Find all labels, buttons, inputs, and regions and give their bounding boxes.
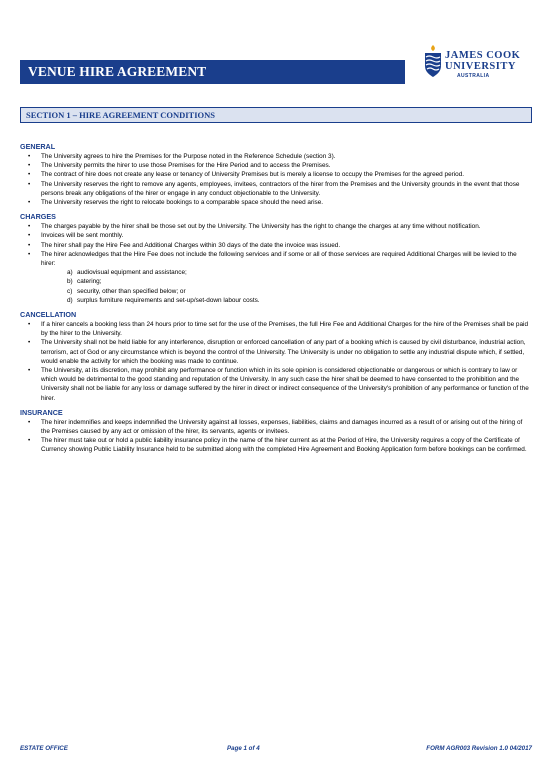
bullet-icon: •	[28, 223, 31, 231]
clause-item	[20, 250, 532, 268]
sub-clause-list	[67, 268, 532, 305]
bullet-icon: •	[28, 199, 31, 207]
logo-text-line2: UNIVERSITY	[445, 61, 516, 72]
section-title: SECTION 1 – HIRE AGREEMENT CONDITIONS	[26, 110, 216, 120]
section-header	[20, 107, 532, 123]
clause-item	[20, 161, 532, 170]
clause-text: If a hirer cancels a booking less than 24 hours prior to time set for the use of the Premises, the full Hire Fee and Additional Charges for the hire of the Premises shall be paid by the hirer to the University.	[41, 321, 529, 338]
sub-clause-item	[67, 296, 532, 305]
clause-item	[20, 366, 532, 403]
clause-text: The University shall not be held liable for any interference, disruption or enforced cancellation of any part of a booking which is caused by civil disturbance, industrial action, terrorism, act of God or any circumstance which is beyond the control of the University. The University is under no obligation to settle any industrial dispute which, if settled, would enable the activity for which the booking was made to continue.	[41, 339, 526, 365]
jcu-shield-icon	[423, 44, 443, 78]
clause-item	[20, 320, 532, 338]
sub-clause-text: security, other than specified below; or	[77, 287, 186, 295]
clause-item	[20, 231, 532, 240]
clause-list	[20, 418, 532, 455]
section-heading: CHARGES	[20, 212, 56, 222]
bullet-icon: •	[28, 418, 31, 426]
bullet-icon: •	[28, 180, 31, 188]
bullet-icon: •	[28, 437, 31, 445]
footer-form-reference: FORM AGR003 Revision 1.0 04/2017	[426, 745, 532, 752]
bullet-icon: •	[28, 232, 31, 240]
section-heading: GENERAL	[20, 142, 56, 151]
clause-list	[20, 320, 532, 403]
sub-clause-letter: a)	[67, 269, 73, 277]
clause-item	[20, 241, 532, 250]
clause-text: The University agrees to hire the Premises for the Purpose noted in the Reference Schedule (section 3).	[41, 153, 336, 160]
section-heading: INSURANCE	[20, 407, 63, 417]
document-body	[20, 142, 532, 460]
clause-item	[20, 152, 532, 161]
document-title-bar	[20, 60, 405, 84]
clause-text: The hirer shall pay the Hire Fee and Additional Charges within 30 days of the date the invoice was issued.	[41, 241, 341, 249]
clause-text: The charges payable by the hirer shall be those set out by the University. The University has the right to change the charges at any time without notification.	[41, 223, 481, 231]
clause-list	[20, 222, 532, 305]
clause-text: The University, at its discretion, may prohibit any performance or function which in its sole opinion is considered objectionable or dangerous or which is contrary to law or which would be detrimental to the good standing and reputation of the University. In any such case the hirer shall be deemed to have consented to the prohibition and the University shall not be liable for any loss or damage suffered by the hirer in direct or indirect consequence of the University's prohibition of any performance or function of the hirer.	[41, 367, 529, 402]
bullet-icon: •	[28, 321, 31, 329]
footer-page-number: Page 1 of 4	[227, 745, 260, 752]
sub-clause-text: audiovisual equipment and assistance;	[77, 269, 187, 277]
clause-item	[20, 338, 532, 366]
bullet-icon: •	[28, 241, 31, 249]
clause-item	[20, 436, 532, 454]
clause-item	[20, 170, 532, 179]
footer-office: ESTATE OFFICE	[20, 745, 68, 752]
document-title: VENUE HIRE AGREEMENT	[28, 64, 207, 79]
clause-text: The hirer must take out or hold a public liability insurance policy in the name of the hirer current as at the Period of Hire, the University requires a copy of the Certificate of Currency showing Public Liability Insurance held to be submitted along with the completed Hire Agreement and Booking Application form before bookings can be confirmed.	[41, 437, 527, 454]
clause-text: The University permits the hirer to use those Premises for the Hire Period and to access the Premises.	[41, 162, 331, 170]
sub-clause-item	[67, 287, 532, 296]
bullet-icon: •	[28, 162, 31, 170]
clause-item	[20, 222, 532, 231]
clause-item	[20, 198, 532, 207]
sub-clause-text: surplus furniture requirements and set-up/set-down labour costs.	[77, 296, 260, 304]
logo-text-line1: JAMES COOK	[445, 50, 521, 61]
clause-item	[20, 180, 532, 198]
clause-text: The University reserves the right to remove any agents, employees, invitees, contractors of the hirer from the Premises and the University grounds in the event that those persons break any obligations of the hirer or engage in any conduct objectionable to the University.	[41, 180, 520, 197]
sub-clause-text: catering;	[77, 278, 102, 286]
clause-text: The University reserves the right to relocate bookings to a comparable space should the need arise.	[41, 199, 324, 207]
sub-clause-letter: c)	[67, 287, 73, 295]
bullet-icon: •	[28, 171, 31, 179]
clause-list	[20, 152, 532, 207]
section-heading: CANCELLATION	[20, 310, 77, 320]
sub-clause-item	[67, 268, 532, 277]
logo-text-line3: AUSTRALIA	[457, 73, 490, 79]
clause-text: The contract of hire does not create any lease or tenancy of University Premises but is merely a license to occupy the Premises for the agreed period.	[41, 171, 465, 179]
bullet-icon: •	[28, 250, 31, 258]
jcu-logo	[423, 44, 533, 94]
clause-text: Invoices will be sent monthly.	[41, 232, 124, 240]
sub-clause-letter: b)	[67, 278, 73, 286]
clause-text: The hirer indemnifies and keeps indemnified the University against all losses, expenses, liabilities, claims and damages incurred as a result of or arising out of the hiring of the Premises caused by any act or omission of the hirer, its servants, agents or invitees.	[41, 418, 523, 436]
bullet-icon: •	[28, 339, 31, 347]
sub-clause-letter: d)	[67, 296, 73, 304]
bullet-icon: •	[28, 153, 31, 160]
clause-text: The hirer acknowledges that the Hire Fee does not include the following services and if some or all of those services are required Additional Charges will be levied to the hirer:	[41, 250, 517, 268]
page-footer	[20, 745, 532, 757]
clause-item	[20, 418, 532, 436]
sub-clause-item	[67, 277, 532, 286]
bullet-icon: •	[28, 367, 31, 375]
